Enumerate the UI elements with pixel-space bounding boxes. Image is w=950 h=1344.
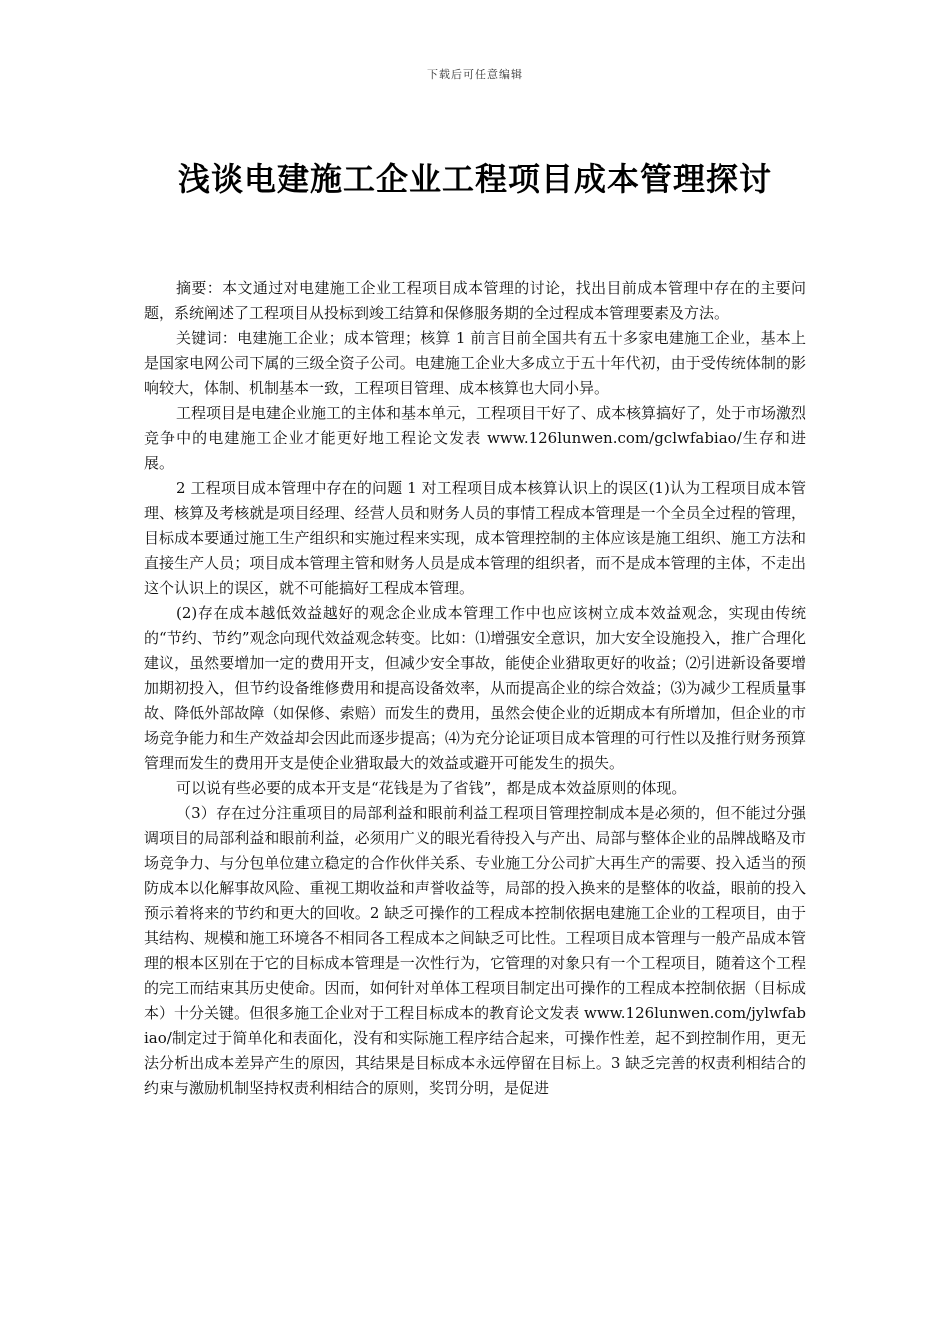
body-paragraph: (2)存在成本越低效益越好的观念企业成本管理工作中也应该树立成本效益观念，实现由传统的“节约、节约”观念向现代效益观念转变。比如：⑴增强安全意识，加大安全设施投入，推广合理化建议，虽然要增加一定的费用开支，但减少安全事故，能使企业猎取更好的收益；⑵引进新设备要增加期初投入，但节约设备维修费用和提高设备效率，从而提高企业的综合效益；⑶为减少工程质量事故、降低外部故障（如保修、索赔）而发生的费用，虽然会使企业的近期成本有所增加，但企业的市场竞争能力和生产效益却会因此而逐步提高；⑷为充分论证项目成本管理的可行性以及推行财务预算管理而发生的费用开支是使企业猎取最大的效益或避开可能发生的损失。	[144, 604, 806, 772]
body-paragraph: （3）存在过分注重项目的局部利益和眼前利益工程项目管理控制成本是必须的，但不能过分强调项目的局部利益和眼前利益，必须用广义的眼光看待投入与产出、局部与整体企业的品牌战略及市场竞争力、与分包单位建立稳定的合作伙伴关系、专业施工分公司扩大再生产的需要、投入适当的预防成本以化解事故风险、重视工期收益和声誉收益等，局部的投入换来的是整体的收益，眼前的投入预示着将来的节约和更大的回收。2 缺乏可操作的工程成本控制依据电建施工企业的工程项目，由于其结构、规模和施工环境各不相同各工程成本之间缺乏可比性。工程项目成本管理与一般产品成本管理的根本区别在于它的目标成本管理是一次性行为，它管理的对象只有一个工程项目，随着这个工程的完工而结束其历史使命。因而，如何针对单体工程项目制定出可操作的工程成本控制依据（目标成本）十分关键。但很多施工企业对于工程目标成本的教育论文发表 www.126lunwen.com/jylwfabiao/制定过于简单化和表面化，没有和实际施工程序结合起来，可操作性差，起不到控制作用，更无法分析出成本差异产生的原因，其结果是目标成本永远停留在目标上。3 缺乏完善的权责利相结合的约束与激励机制坚持权责利相结合的原则，奖罚分明，是促进	[144, 804, 806, 1097]
body-paragraph: 工程项目是电建企业施工的主体和基本单元，工程项目干好了、成本核算搞好了，处于市场激烈竞争中的电建施工企业才能更好地工程论文发表 www.126lunwen.com/gclwfabiao/生存和进展。	[144, 404, 807, 472]
page-header-note: 下载后可任意编辑	[427, 68, 523, 81]
body-paragraph: 2 工程项目成本管理中存在的问题 1 对工程项目成本核算认识上的误区(1)认为工程项目成本管理、核算及考核就是项目经理、经营人员和财务人员的事情工程成本管理是一个全员全过程的管理，目标成本要通过施工生产组织和实施过程来实现，成本管理控制的主体应该是施工组织、施工方法和直接生产人员；项目成本管理主管和财务人员是成本管理的组织者，而不是成本管理的主体，不走出这个认识上的误区，就不可能搞好工程成本管理。	[144, 479, 806, 597]
document-title: 浅谈电建施工企业工程项目成本管理探讨	[177, 160, 772, 198]
abstract-paragraph: 摘要：本文通过对电建施工企业工程项目成本管理的讨论，找出目前成本管理中存在的主要问题，系统阐述了工程项目从投标到竣工结算和保修服务期的全过程成本管理要素及方法。	[144, 279, 806, 322]
document-body	[144, 276, 806, 1101]
body-paragraph: 可以说有些必要的成本开支是“花钱是为了省钱”，都是成本效益原则的体现。	[176, 779, 687, 797]
keywords-paragraph: 关键词：电建施工企业；成本管理；核算 1 前言目前全国共有五十多家电建施工企业，基本上是国家电网公司下属的三级全资子公司。电建施工企业大多成立于五十年代初，由于受传统体制的影响较大，体制、机制基本一致，工程项目管理、成本核算也大同小异。	[144, 329, 806, 397]
